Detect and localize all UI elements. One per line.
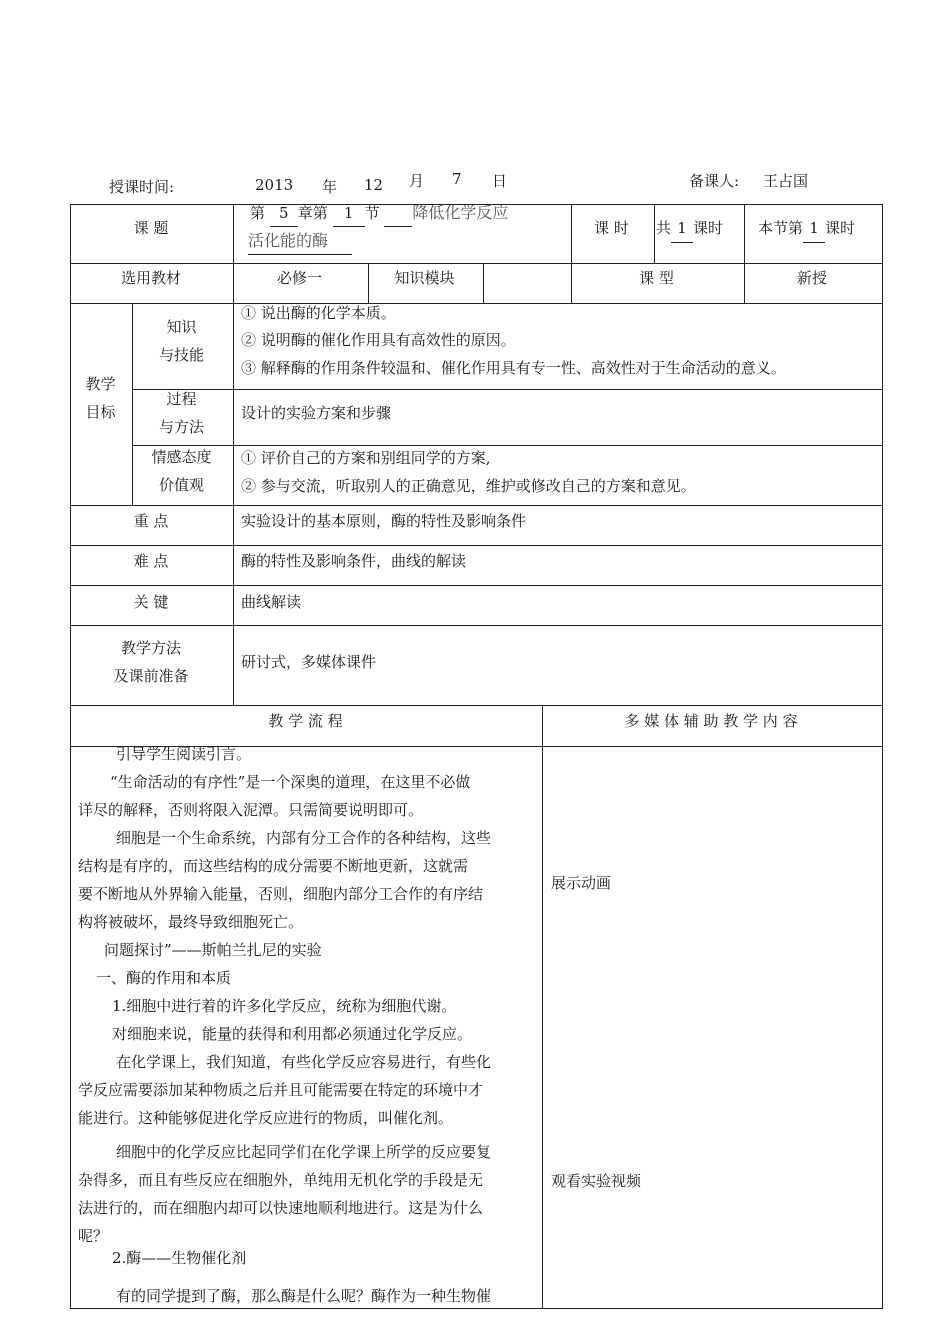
emotion-label-1: 情感态度 [151, 448, 212, 466]
chapter-mid: 章第 [297, 204, 328, 222]
flow-line-7: 构将被破坏，最终导致细胞死亡。 [78, 913, 304, 931]
goals-label-1: 教学 [85, 375, 116, 393]
knowledge-label-1: 知识 [166, 318, 197, 336]
topic-title [250, 200, 508, 227]
crucial-text: 曲线解读 [241, 593, 302, 611]
topic-label: 课 题 [133, 219, 169, 237]
this-section-suffix: 课时 [825, 219, 856, 237]
flow-line-13: 学反应需要添加某种物质之后并且可能需要在特定的环境中才 [78, 1081, 484, 1099]
section-number: 1 [333, 200, 365, 227]
difficult-points-text: 酶的特性及影响条件，曲线的解读 [241, 552, 467, 570]
chapter-prefix: 第 [250, 204, 266, 222]
flow-left-header: 教 学 流 程 [268, 712, 343, 730]
knowledge-label-2: 与技能 [158, 346, 204, 364]
flow-line-16: 杂得多，而且有些反应在细胞外，单纯用无机化学的手段是无 [78, 1171, 484, 1189]
media-item-animation: 展示动画 [551, 874, 612, 892]
method-label-1: 教学方法 [120, 639, 181, 657]
flow-line-6: 要不断地从外界输入能量，否则，细胞内部分工合作的有序结 [78, 885, 484, 903]
knowledge-item-3: ③ 解释酶的作用条件较温和、催化作用具有专一性、高效性对于生命活动的意义。 [241, 359, 786, 377]
flow-line-8: 问题探讨”——斯帕兰扎尼的实验 [104, 941, 322, 959]
flow-line-3: 详尽的解释，否则将限入泥潭。只需简要说明即可。 [78, 801, 424, 819]
flow-line-18: 呢？ [78, 1227, 109, 1245]
textbook-label: 选用教材 [120, 269, 181, 287]
difficult-points-label: 难 点 [133, 552, 169, 570]
emotion-item-2: ② 参与交流，听取别人的正确意见，维护或修改自己的方案和意见。 [241, 477, 696, 495]
topic-title-line1: 降低化学反应 [412, 203, 509, 222]
lesson-day-unit: 日 [492, 172, 508, 190]
emotion-item-1: ① 评价自己的方案和别组同学的方案, [241, 449, 491, 467]
lesson-time-label: 授课时间: [109, 178, 175, 196]
preparer-name: 王占国 [763, 172, 809, 190]
crucial-label: 关 键 [133, 593, 169, 611]
topic-title-line2: 活化能的酶 [248, 228, 352, 255]
method-label-2: 及课前准备 [113, 667, 189, 685]
flow-line-4: 细胞是一个生命系统，内部有分工合作的各种结构，这些 [116, 829, 492, 847]
flow-line-2: “生命活动的有序性”是一个深奥的道理，在这里不必做 [110, 773, 471, 791]
key-points-text: 实验设计的基本原则，酶的特性及影响条件 [241, 512, 527, 530]
goals-label-2: 目标 [85, 403, 116, 421]
emotion-label-2: 价值观 [158, 476, 204, 494]
topic-title-line2-wrap [248, 228, 352, 255]
preparer-label: 备课人: [689, 172, 740, 190]
flow-line-12: 在化学课上，我们知道，有些化学反应容易进行，有些化 [116, 1053, 492, 1071]
lesson-month-unit: 月 [409, 172, 425, 190]
process-text: 设计的实验方案和步骤 [241, 404, 392, 422]
flow-line-15: 细胞中的化学反应比起同学们在化学课上所学的反应要复 [116, 1143, 492, 1161]
textbook-value: 必修一 [276, 269, 322, 287]
flow-line-17: 法进行的，而在细胞内却可以快速地顺利地进行。这是为什么 [78, 1199, 484, 1217]
module-label: 知识模块 [394, 269, 455, 287]
flow-line-11: 对细胞来说，能量的获得和利用都必须通过化学反应。 [112, 1025, 473, 1043]
chapter-number: 5 [270, 200, 298, 227]
knowledge-item-2: ② 说明酶的催化作用具有高效性的原因。 [241, 331, 516, 349]
this-section-value: 1 [803, 214, 825, 243]
total-hours-prefix: 共 [656, 219, 672, 237]
total-hours [656, 214, 723, 243]
process-label-1: 过程 [166, 390, 197, 408]
total-hours-suffix: 课时 [693, 219, 724, 237]
flow-line-5: 结构是有序的，而这些结构的成分需要不断地更新，这就需 [78, 857, 469, 875]
key-points-label: 重 点 [133, 512, 169, 530]
flow-line-19: 2.酶——生物催化剂 [112, 1249, 247, 1267]
lesson-type-label: 课 型 [639, 269, 674, 287]
hours-label: 课 时 [594, 219, 629, 237]
flow-line-14: 能进行。这种能够促进化学反应进行的物质，叫催化剂。 [78, 1109, 454, 1127]
media-item-video: 观看实验视频 [551, 1172, 642, 1190]
this-section-hours [758, 214, 855, 243]
section-suffix: 节 [364, 204, 380, 222]
lesson-year-unit: 年 [322, 178, 338, 196]
total-hours-value: 1 [671, 214, 693, 243]
method-text: 研讨式，多媒体课件 [241, 653, 377, 671]
lesson-year: 2013 [255, 176, 294, 194]
knowledge-item-1: ① 说出酶的化学本质。 [241, 304, 396, 322]
flow-line-20: 有的同学提到了酶，那么酶是什么呢？酶作为一种生物催 [116, 1287, 492, 1305]
lesson-month: 12 [364, 176, 384, 194]
flow-line-9: 一、酶的作用和本质 [96, 969, 232, 987]
flow-line-1: 引导学生阅读引言。 [116, 745, 252, 763]
lesson-type-value: 新授 [796, 269, 827, 287]
flow-right-header: 多 媒 体 辅 助 教 学 内 容 [624, 712, 798, 730]
lesson-day: 7 [452, 170, 462, 188]
this-section-prefix: 本节第 [758, 219, 804, 237]
process-label-2: 与方法 [158, 418, 204, 436]
flow-line-10: 1.细胞中进行着的许多化学反应，统称为细胞代谢。 [112, 997, 457, 1015]
